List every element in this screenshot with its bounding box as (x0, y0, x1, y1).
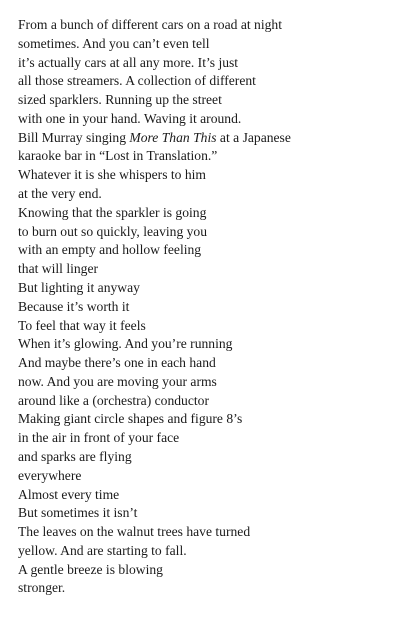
poem-line: around like a (orchestra) conductor (18, 392, 209, 408)
poem-line: When it’s glowing. And you’re running (18, 336, 233, 352)
poem-line: But lighting it anyway (18, 279, 140, 295)
poem-line-text: at a Japanese (216, 129, 291, 145)
poem-line: at the very end. (18, 186, 102, 202)
poem-line: all those streamers. A collection of different (18, 73, 256, 89)
poem-line: Almost every time (18, 486, 120, 502)
poem-line: From a bunch of different cars on a road at night (18, 17, 282, 32)
song-title: More Than This (129, 129, 217, 145)
poem-line: with one in your hand. Waving it around. (18, 110, 242, 126)
poem-line: Whatever it is she whispers to him (18, 167, 207, 183)
poem-line: to burn out so quickly, leaving you (18, 223, 208, 239)
poem-line: and sparks are flying (18, 448, 132, 464)
poem-line: yellow. And are starting to fall. (18, 542, 187, 558)
poem-line: that will linger (18, 261, 99, 277)
poem-line: karaoke bar in “Lost in Translation.” (18, 148, 218, 164)
poem-text (18, 16, 408, 598)
poem-line: stronger. (18, 580, 66, 596)
poem-line-with-song-title (18, 129, 408, 148)
poem-line: The leaves on the walnut trees have turned (18, 524, 251, 540)
poem-line: A gentle breeze is blowing (18, 561, 163, 577)
poem-line: Making giant circle shapes and figure 8’s (18, 411, 243, 427)
poem-line: But sometimes it isn’t (18, 505, 138, 521)
poem-line: To feel that way it feels (18, 317, 146, 333)
poem-line: now. And you are moving your arms (18, 373, 217, 389)
poem-line: it’s actually cars at all any more. It’s just (18, 54, 239, 70)
poem-line: Knowing that the sparkler is going (18, 204, 207, 220)
poem-line: Because it’s worth it (18, 298, 130, 314)
poem-line: with an empty and hollow feeling (18, 242, 202, 258)
poem-line: everywhere (18, 467, 82, 483)
poem-line-text: Bill Murray singing (18, 129, 130, 145)
poem-line: And maybe there’s one in each hand (18, 355, 216, 371)
poem-line: sometimes. And you can’t even tell (18, 35, 210, 51)
poem-line: sized sparklers. Running up the street (18, 92, 222, 108)
poem-line: in the air in front of your face (18, 430, 180, 446)
